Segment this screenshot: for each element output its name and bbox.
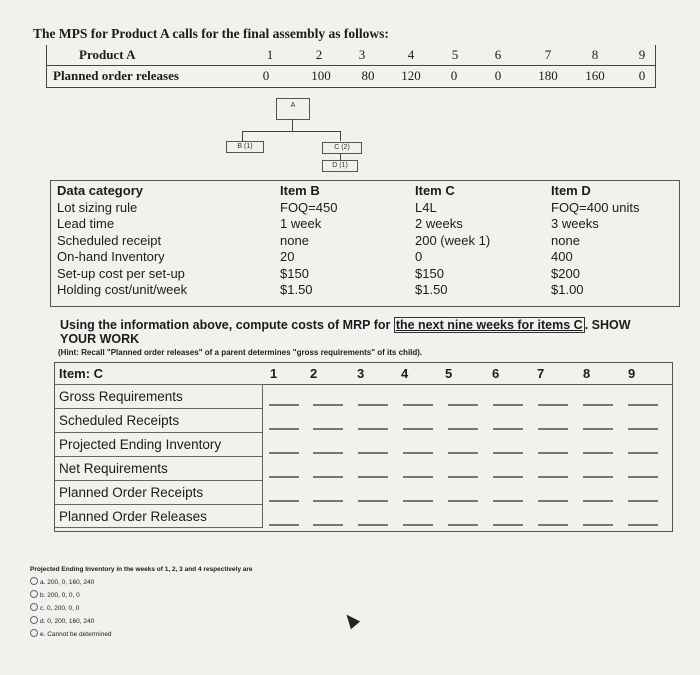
mrp-blank-line: [269, 476, 299, 478]
mrp-blank-line: [538, 500, 568, 502]
question-part-1: Using the information above, compute costs of MRP for: [60, 318, 394, 332]
answer-question: Projected Ending Inventory in the weeks of 1, 2, 3 and 4 respectively are: [30, 566, 253, 573]
mrp-blank-line: [583, 428, 613, 430]
category-header: Data category: [57, 183, 143, 198]
mrp-row-planned-order-receipts: Planned Order Receipts: [55, 480, 263, 504]
mrp-blank-line: [358, 500, 388, 502]
mouse-cursor-icon: [342, 611, 360, 629]
mps-release: 0: [638, 68, 646, 83]
mrp-blank-line: [538, 428, 568, 430]
item-d-cell: $200: [551, 265, 580, 281]
mrp-blank-line: [358, 404, 388, 406]
mrp-blank-line: [403, 452, 433, 454]
mps-period: 7: [544, 47, 552, 62]
mrp-row-net-requirements: Net Requirements: [55, 456, 263, 480]
category-cell: On-hand Inventory: [57, 249, 165, 264]
tree-node-d: D (1): [322, 160, 358, 172]
mps-period-row: [47, 45, 655, 65]
mrp-blank-line: [403, 500, 433, 502]
mrp-blank-line: [448, 524, 478, 526]
answer-option-label: c. 0, 200, 0, 0: [40, 605, 80, 612]
item-d-cell: $1.00: [551, 282, 584, 297]
mrp-blank-line: [448, 428, 478, 430]
item-c-cell: 200 (week 1): [415, 232, 491, 248]
mrp-blank-line: [313, 428, 343, 430]
mrp-blank-line: [269, 404, 299, 406]
mrp-period: 8: [583, 366, 591, 381]
mps-period: 3: [358, 47, 366, 62]
mrp-blank-line: [628, 404, 658, 406]
item-b-cell: 1 week: [280, 216, 322, 231]
answer-option-a[interactable]: [30, 577, 94, 586]
mrp-blank-line: [538, 524, 568, 526]
mrp-blank-line: [538, 452, 568, 454]
tree-connector: [242, 131, 341, 132]
mrp-blank-line: [628, 428, 658, 430]
category-cell: Lead time: [57, 216, 115, 231]
answer-option-label: a. 200, 0, 160, 240: [40, 579, 95, 586]
mrp-blank-line: [269, 524, 299, 526]
radio-icon[interactable]: [30, 577, 38, 585]
answer-option-label: d. 0, 200, 160, 240: [40, 618, 95, 625]
answer-option-label: e. Cannot be determined: [40, 631, 112, 638]
mps-period: 9: [638, 47, 646, 62]
mrp-blank-line: [358, 476, 388, 478]
mrp-blank-line: [269, 428, 299, 430]
mrp-blank-line: [448, 404, 478, 406]
mrp-blank-line: [583, 500, 613, 502]
category-column: [57, 183, 187, 299]
mrp-blank-line: [403, 524, 433, 526]
mps-release: 0: [494, 68, 502, 83]
mrp-blank-line: [628, 476, 658, 478]
question-part-2: . SHOW: [584, 318, 631, 332]
answer-option-b[interactable]: [30, 590, 80, 599]
mrp-blank-line: [448, 500, 478, 502]
item-b-cell: FOQ=450: [280, 199, 338, 215]
mrp-row-scheduled-receipts: Scheduled Receipts: [55, 408, 263, 432]
item-c-cell: 2 weeks: [415, 216, 463, 231]
mps-table: [46, 45, 656, 88]
mps-release: 100: [311, 68, 331, 83]
mps-row1-label: Product A: [79, 47, 136, 62]
mrp-blank-line: [583, 476, 613, 478]
item-c-header: Item C: [415, 183, 455, 198]
mrp-row-projected-ending-inventory: Projected Ending Inventory: [55, 432, 263, 456]
mrp-blank-line: [448, 476, 478, 478]
mrp-blank-line: [358, 428, 388, 430]
tree-node-a: A: [276, 98, 310, 120]
mrp-item-label: Item: C: [59, 366, 104, 381]
item-b-cell: none: [280, 232, 309, 248]
category-cell: Holding cost/unit/week: [57, 282, 188, 297]
mrp-blank-line: [628, 524, 658, 526]
item-c-column: [415, 183, 490, 299]
item-d-header: Item D: [551, 183, 591, 198]
mrp-period: 3: [357, 366, 365, 381]
mrp-blank-line: [313, 476, 343, 478]
mrp-blank-line: [493, 500, 523, 502]
mps-release: 180: [538, 68, 558, 83]
item-b-column: [280, 183, 337, 299]
mps-row2-label: Planned order releases: [53, 68, 179, 83]
answer-option-c[interactable]: [30, 603, 79, 612]
item-b-cell: $150: [280, 265, 309, 281]
mps-release: 160: [585, 68, 605, 83]
mrp-blank-line: [583, 524, 613, 526]
tree-node-c: C (2): [322, 142, 362, 154]
answer-option-d[interactable]: [30, 616, 94, 625]
item-c-cell: 0: [415, 249, 423, 264]
item-b-cell: $1.50: [280, 282, 313, 297]
mps-period: 2: [315, 47, 323, 62]
mrp-blank-line: [628, 452, 658, 454]
tree-connector: [340, 131, 341, 141]
mps-period: 5: [451, 47, 459, 62]
item-d-cell: FOQ=400 units: [551, 199, 640, 215]
mrp-period: 6: [492, 366, 500, 381]
mrp-period: 4: [401, 366, 409, 381]
question-underlined: the next nine weeks for items C: [395, 318, 583, 332]
mrp-blank-line: [583, 452, 613, 454]
item-d-cell: 400: [551, 249, 573, 264]
radio-icon[interactable]: [30, 603, 38, 611]
mrp-row-gross-requirements: Gross Requirements: [55, 384, 263, 408]
mrp-period: 2: [310, 366, 318, 381]
radio-icon[interactable]: [30, 616, 38, 624]
hint-text: (Hint: Recall "Planned order releases" of a parent determines "gross requirements" of its child).: [58, 348, 423, 357]
mrp-blank-line: [313, 524, 343, 526]
mrp-blank-line: [403, 428, 433, 430]
item-b-cell: 20: [280, 249, 295, 264]
mps-title: The MPS for Product A calls for the final assembly as follows:: [33, 26, 389, 41]
mrp-blank-line: [269, 452, 299, 454]
mps-period: 4: [407, 47, 415, 62]
mps-release: 0: [262, 68, 270, 83]
mrp-blank-line: [403, 476, 433, 478]
mps-period: 8: [591, 47, 599, 62]
item-d-column: [551, 183, 640, 299]
mrp-blank-line: [358, 524, 388, 526]
radio-icon[interactable]: [30, 590, 38, 598]
mrp-blank-line: [493, 476, 523, 478]
mrp-blank-line: [583, 404, 613, 406]
item-d-cell: none: [551, 232, 580, 248]
mps-release: 0: [450, 68, 458, 83]
item-d-cell: 3 weeks: [551, 216, 599, 231]
mrp-period: 5: [445, 366, 453, 381]
item-b-header: Item B: [280, 183, 320, 198]
mrp-blank-line: [313, 500, 343, 502]
mps-period: 1: [266, 47, 274, 62]
mrp-blank-line: [313, 452, 343, 454]
item-c-cell: L4L: [415, 199, 437, 215]
mrp-period: 9: [628, 366, 636, 381]
mrp-blank-line: [538, 404, 568, 406]
mrp-blank-line: [269, 500, 299, 502]
mrp-blank-line: [358, 452, 388, 454]
radio-icon[interactable]: [30, 629, 38, 637]
tree-node-b: B (1): [226, 141, 264, 153]
question-line-2: YOUR WORK: [60, 332, 140, 346]
mrp-blank-line: [628, 500, 658, 502]
answer-option-label: b. 200, 0, 0, 0: [40, 592, 80, 599]
mrp-blank-line: [448, 452, 478, 454]
mps-release: 120: [401, 68, 421, 83]
mrp-row-planned-order-releases: Planned Order Releases: [55, 504, 263, 528]
tree-connector: [340, 153, 341, 160]
mrp-period: 7: [537, 366, 545, 381]
mrp-blank-line: [493, 428, 523, 430]
mrp-blank-line: [538, 476, 568, 478]
mrp-period: 1: [270, 366, 278, 381]
category-cell: Lot sizing rule: [57, 199, 138, 215]
mrp-blank-line: [493, 524, 523, 526]
mps-period: 6: [494, 47, 502, 62]
mps-release-row: [47, 65, 655, 86]
mrp-blank-line: [403, 404, 433, 406]
item-c-cell: $1.50: [415, 282, 448, 297]
category-cell: Scheduled receipt: [57, 232, 162, 248]
data-category-table: [50, 180, 680, 307]
mps-release: 80: [361, 68, 375, 83]
question-text: [60, 318, 680, 346]
mrp-blank-line: [313, 404, 343, 406]
mrp-table: [54, 362, 673, 532]
tree-connector: [242, 131, 243, 141]
category-cell: Set-up cost per set-up: [57, 265, 185, 281]
mrp-blank-line: [493, 404, 523, 406]
tree-connector: [292, 119, 293, 131]
answer-option-e[interactable]: [30, 629, 112, 638]
mrp-blank-line: [493, 452, 523, 454]
item-c-cell: $150: [415, 265, 444, 281]
